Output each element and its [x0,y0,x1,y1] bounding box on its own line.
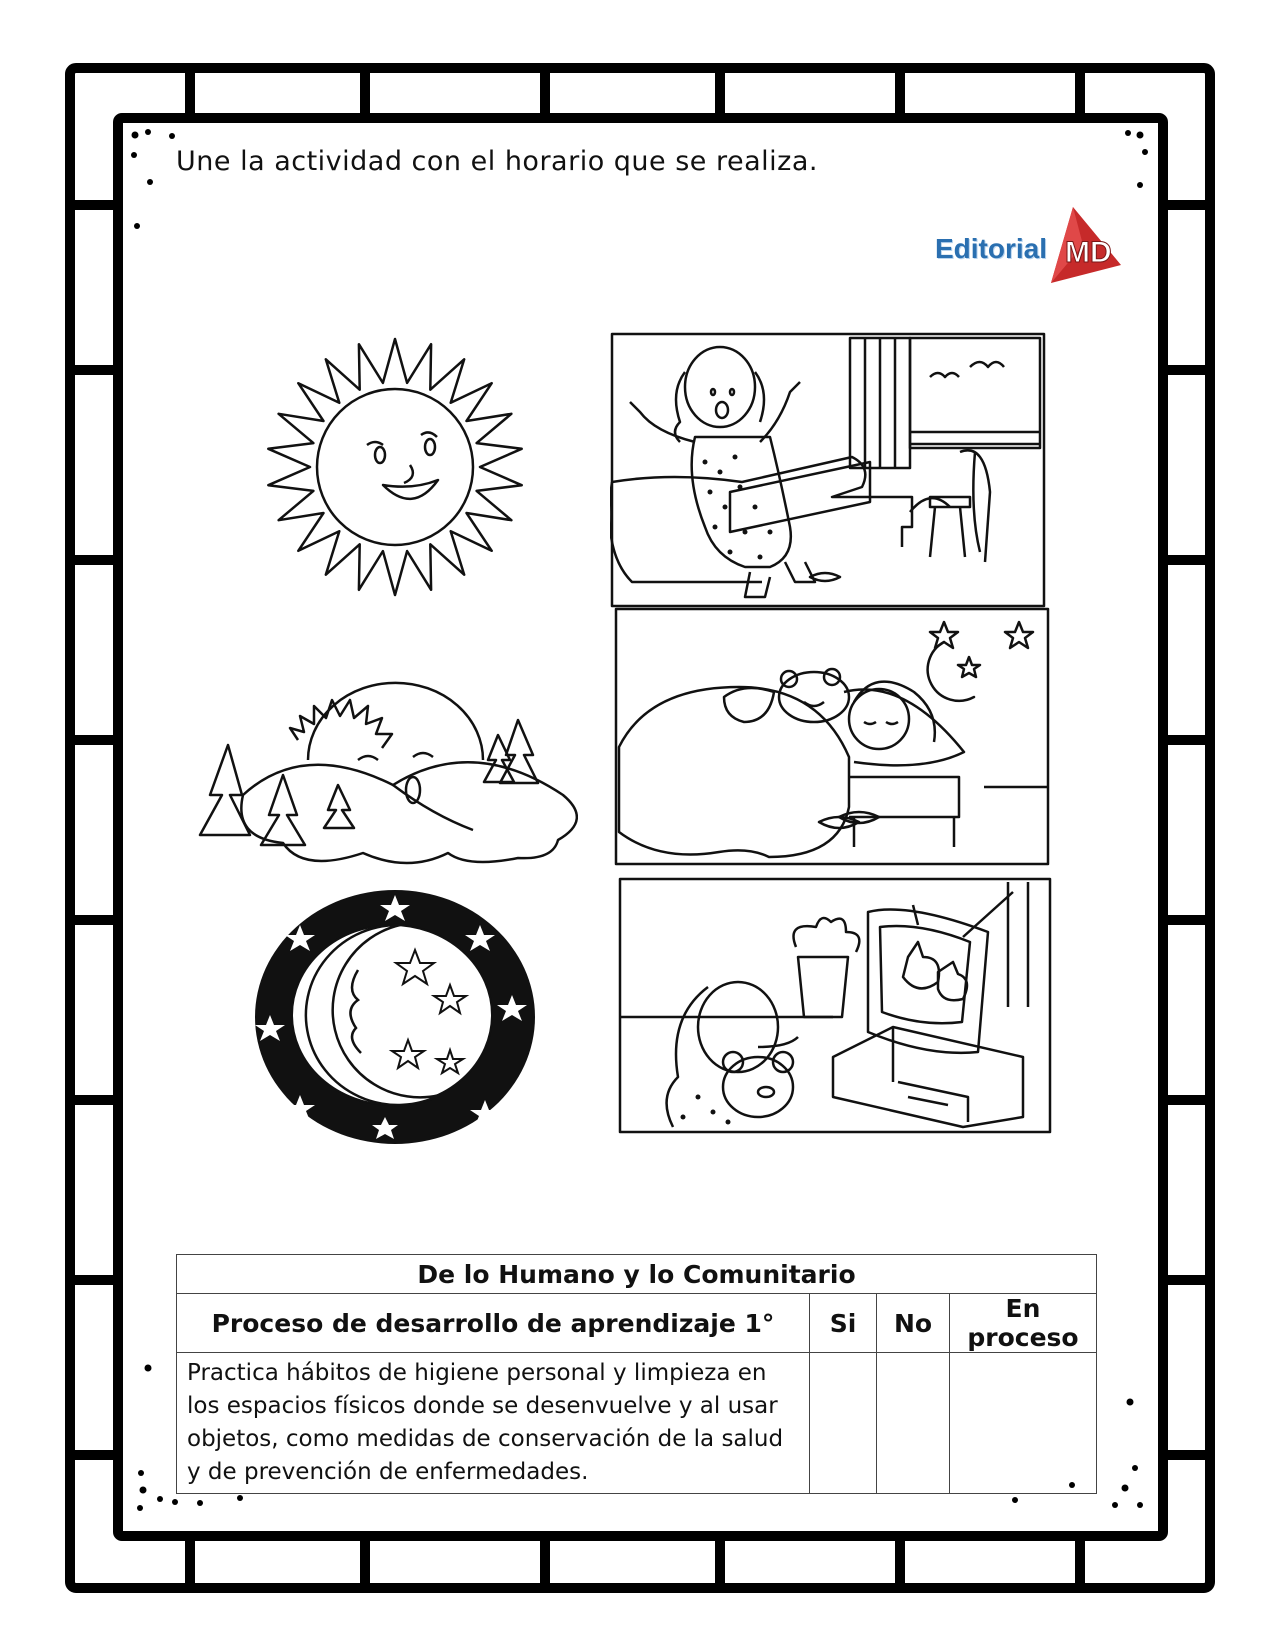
header-en-proceso: En proceso [950,1294,1097,1353]
logo-word: Editorial [935,233,1048,264]
checkbox-si-cell[interactable] [810,1353,877,1494]
header-si: Si [810,1294,877,1353]
sun-icon [255,335,535,605]
checkbox-no-cell[interactable] [877,1353,950,1494]
instruction-text: Une la actividad con el horario que se realiza. [176,146,818,177]
watching-tv-scene [618,877,1052,1135]
evaluation-table [176,1254,1097,1494]
editorial-md-logo [935,205,1120,285]
svg-text:MD: MD [1065,236,1112,269]
moon-icon [250,885,540,1150]
sunset-icon [198,665,578,865]
learning-description: Practica hábitos de higiene personal y limpieza en los espacios físicos donde se desenvuelve y al usar objetos, como medidas de conservación de la salud y de prevención de enfermedades. [177,1353,810,1494]
header-no: No [877,1294,950,1353]
sleeping-scene [614,607,1051,867]
waking-up-scene [610,332,1047,609]
evaluation-title: De lo Humano y lo Comunitario [177,1255,1097,1294]
logo-triangle-icon [1043,205,1123,285]
header-process: Proceso de desarrollo de aprendizaje 1° [177,1294,810,1353]
checkbox-en-proceso-cell[interactable] [950,1353,1097,1494]
